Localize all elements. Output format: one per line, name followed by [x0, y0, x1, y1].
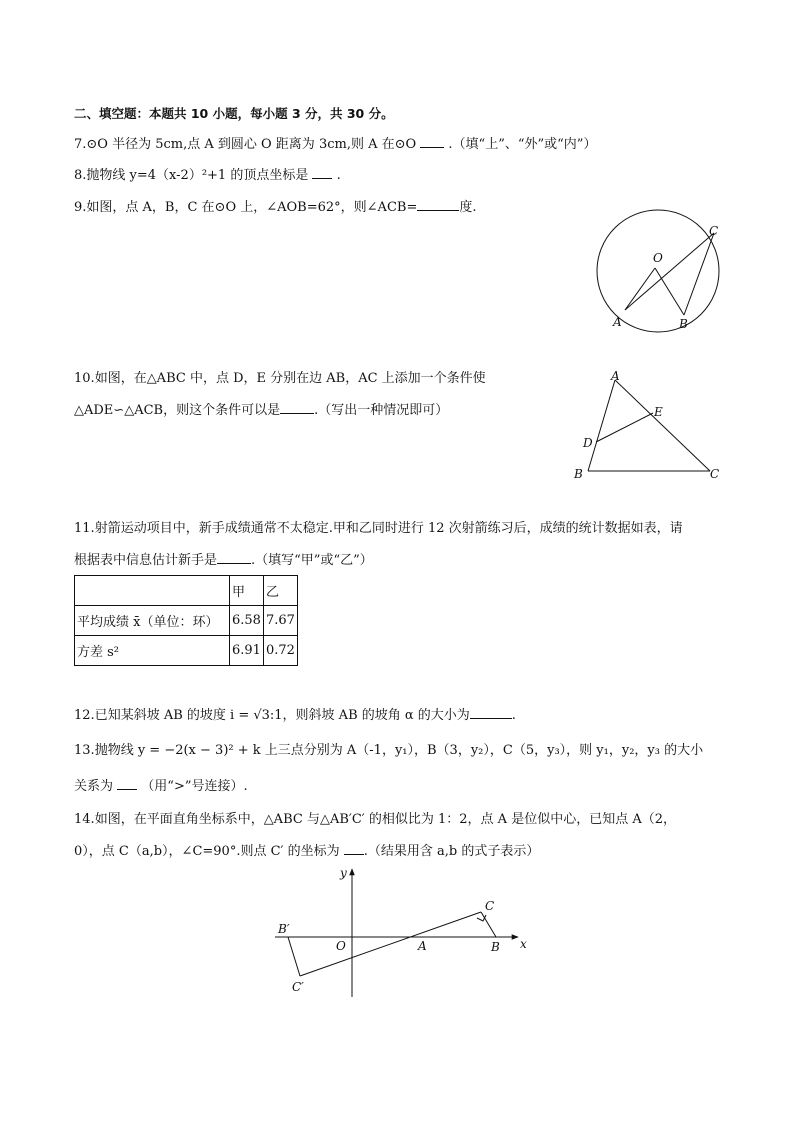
- answer-blank[interactable]: [417, 198, 459, 211]
- label-o: O: [336, 939, 346, 953]
- label-b-prime: B′: [278, 922, 290, 936]
- question-text-tail: .: [332, 168, 341, 183]
- question-7: [74, 135, 596, 154]
- answer-blank[interactable]: [117, 777, 137, 790]
- question-text-tail: .: [511, 708, 516, 723]
- label-c: C: [710, 467, 720, 481]
- table-header-row: [75, 576, 298, 606]
- question-text-tail: .（填“上”、“外”或“内”）: [444, 137, 597, 152]
- table-header-cell: 乙: [263, 576, 297, 606]
- segment-ac: [625, 233, 714, 310]
- segment-bc: [684, 233, 714, 315]
- question-11-line2: [74, 551, 373, 570]
- question-13-line2: [74, 777, 248, 796]
- table-cell: 6.58: [230, 606, 264, 636]
- question-8: [74, 166, 341, 185]
- question-text: 根据表中信息估计新手是: [74, 553, 218, 568]
- segment-b2-c2: [288, 937, 300, 976]
- question-number: 10.: [74, 371, 95, 386]
- question-text-tail: （用“>”号连接）.: [141, 779, 248, 794]
- side-ab: [588, 380, 615, 471]
- answer-blank[interactable]: [280, 401, 314, 414]
- question-text-tail: 度.: [459, 200, 477, 215]
- question-text: 已知某斜坡 AB 的坡度 i = √3:1，则斜坡 AB 的坡角 α 的大小为: [94, 708, 470, 723]
- question-12: [74, 706, 516, 725]
- label-x: x: [520, 937, 527, 951]
- question-number: 11.: [74, 521, 95, 536]
- question-number: 13.: [74, 743, 95, 758]
- label-d: D: [583, 436, 593, 450]
- label-c: C: [485, 899, 495, 913]
- question-number: 8.: [74, 168, 87, 183]
- label-b: B: [491, 940, 500, 954]
- question-text: 0），点 C（a,b），∠C=90°.则点 C′ 的坐标为: [74, 844, 340, 859]
- label-a: A: [418, 939, 427, 953]
- segment-oa: [625, 268, 655, 310]
- table-cell: 7.67: [263, 606, 297, 636]
- question-text: 抛物线 y = −2(x − 3)² + k 上三点分别为 A（-1，y₁），B（3，y₂），C（5，y₃），则 y₁，y₂，y₃ 的大小: [94, 743, 704, 758]
- answer-blank[interactable]: [312, 166, 332, 179]
- answer-blank[interactable]: [217, 551, 251, 564]
- segment-c2-c: [300, 912, 481, 976]
- label-y: y: [340, 866, 347, 880]
- question-number: 7.: [74, 137, 87, 152]
- label-a: A: [611, 369, 620, 383]
- label-b: B: [679, 317, 688, 331]
- answer-blank[interactable]: [470, 706, 512, 719]
- question-text-tail: .（写出一种情况即可）: [314, 403, 449, 418]
- label-o: O: [653, 251, 663, 265]
- question-number: 14.: [74, 812, 95, 827]
- table-header-cell: 甲: [230, 576, 264, 606]
- question-text: 如图，点 A，B，C 在⊙O 上，∠AOB=62°，则∠ACB=: [86, 200, 418, 215]
- table-cell: 平均成绩 x̄（单位：环）: [75, 606, 230, 636]
- question-text: 如图，在△ABC 中，点 D，E 分别在边 AB，AC 上添加一个条件使: [94, 371, 486, 386]
- answer-blank[interactable]: [420, 135, 444, 148]
- circle-o: [597, 210, 719, 332]
- label-b: B: [574, 467, 583, 481]
- table-cell: 方差 s²: [75, 636, 230, 666]
- table-cell: 6.91: [230, 636, 264, 666]
- question-text-tail: .（填写“甲”或“乙”）: [251, 553, 373, 568]
- answer-blank[interactable]: [344, 842, 364, 855]
- stats-table: [74, 575, 298, 666]
- question-13-line1: [74, 742, 703, 760]
- question-text: 抛物线 y=4（x-2）²+1 的顶点坐标是: [86, 168, 309, 183]
- question-14-line1: [74, 811, 676, 829]
- question-10-line2: [74, 401, 448, 420]
- question-11-line1: [74, 520, 683, 538]
- table-header-cell: [75, 576, 230, 606]
- question-number: 9.: [74, 200, 87, 215]
- question-text: 射箭运动项目中，新手成绩通常不太稳定.甲和乙同时进行 12 次射箭练习后，成绩的统计数据如表，请: [94, 521, 683, 536]
- question-number: 12.: [74, 708, 95, 723]
- right-angle-mark: [477, 915, 486, 921]
- table-cell: 0.72: [263, 636, 297, 666]
- figure-14-coordinate-plane: [270, 865, 540, 1000]
- table-row: [75, 636, 298, 666]
- label-a: A: [613, 315, 622, 329]
- question-14-line2: [74, 842, 539, 861]
- question-text: △ADE∽△ACB，则这个条件可以是: [74, 403, 281, 418]
- question-text-tail: .（结果用含 a,b 的式子表示）: [363, 844, 540, 859]
- label-c: C: [709, 224, 719, 238]
- segment-de: [596, 413, 653, 442]
- question-9: [74, 198, 476, 217]
- question-10-line1: [74, 370, 486, 388]
- label-e: E: [654, 405, 663, 419]
- table-row: [75, 606, 298, 636]
- segment-ob: [655, 268, 684, 315]
- figure-10-triangle: [570, 365, 720, 485]
- section-title: 二、填空题：本题共 10 小题，每小题 3 分，共 30 分。: [74, 106, 394, 121]
- question-text: ⊙O 半径为 5cm,点 A 到圆心 O 距离为 3cm,则 A 在⊙O: [86, 137, 417, 152]
- figure-9-circle: [590, 218, 730, 338]
- question-text: 如图，在平面直角坐标系中，△ABC 与△AB′C′ 的相似比为 1：2，点 A 是位似中心，已知点 A（2，: [94, 812, 676, 827]
- label-c-prime: C′: [292, 980, 304, 994]
- segment-c-b: [481, 912, 496, 937]
- question-text: 关系为: [74, 779, 114, 794]
